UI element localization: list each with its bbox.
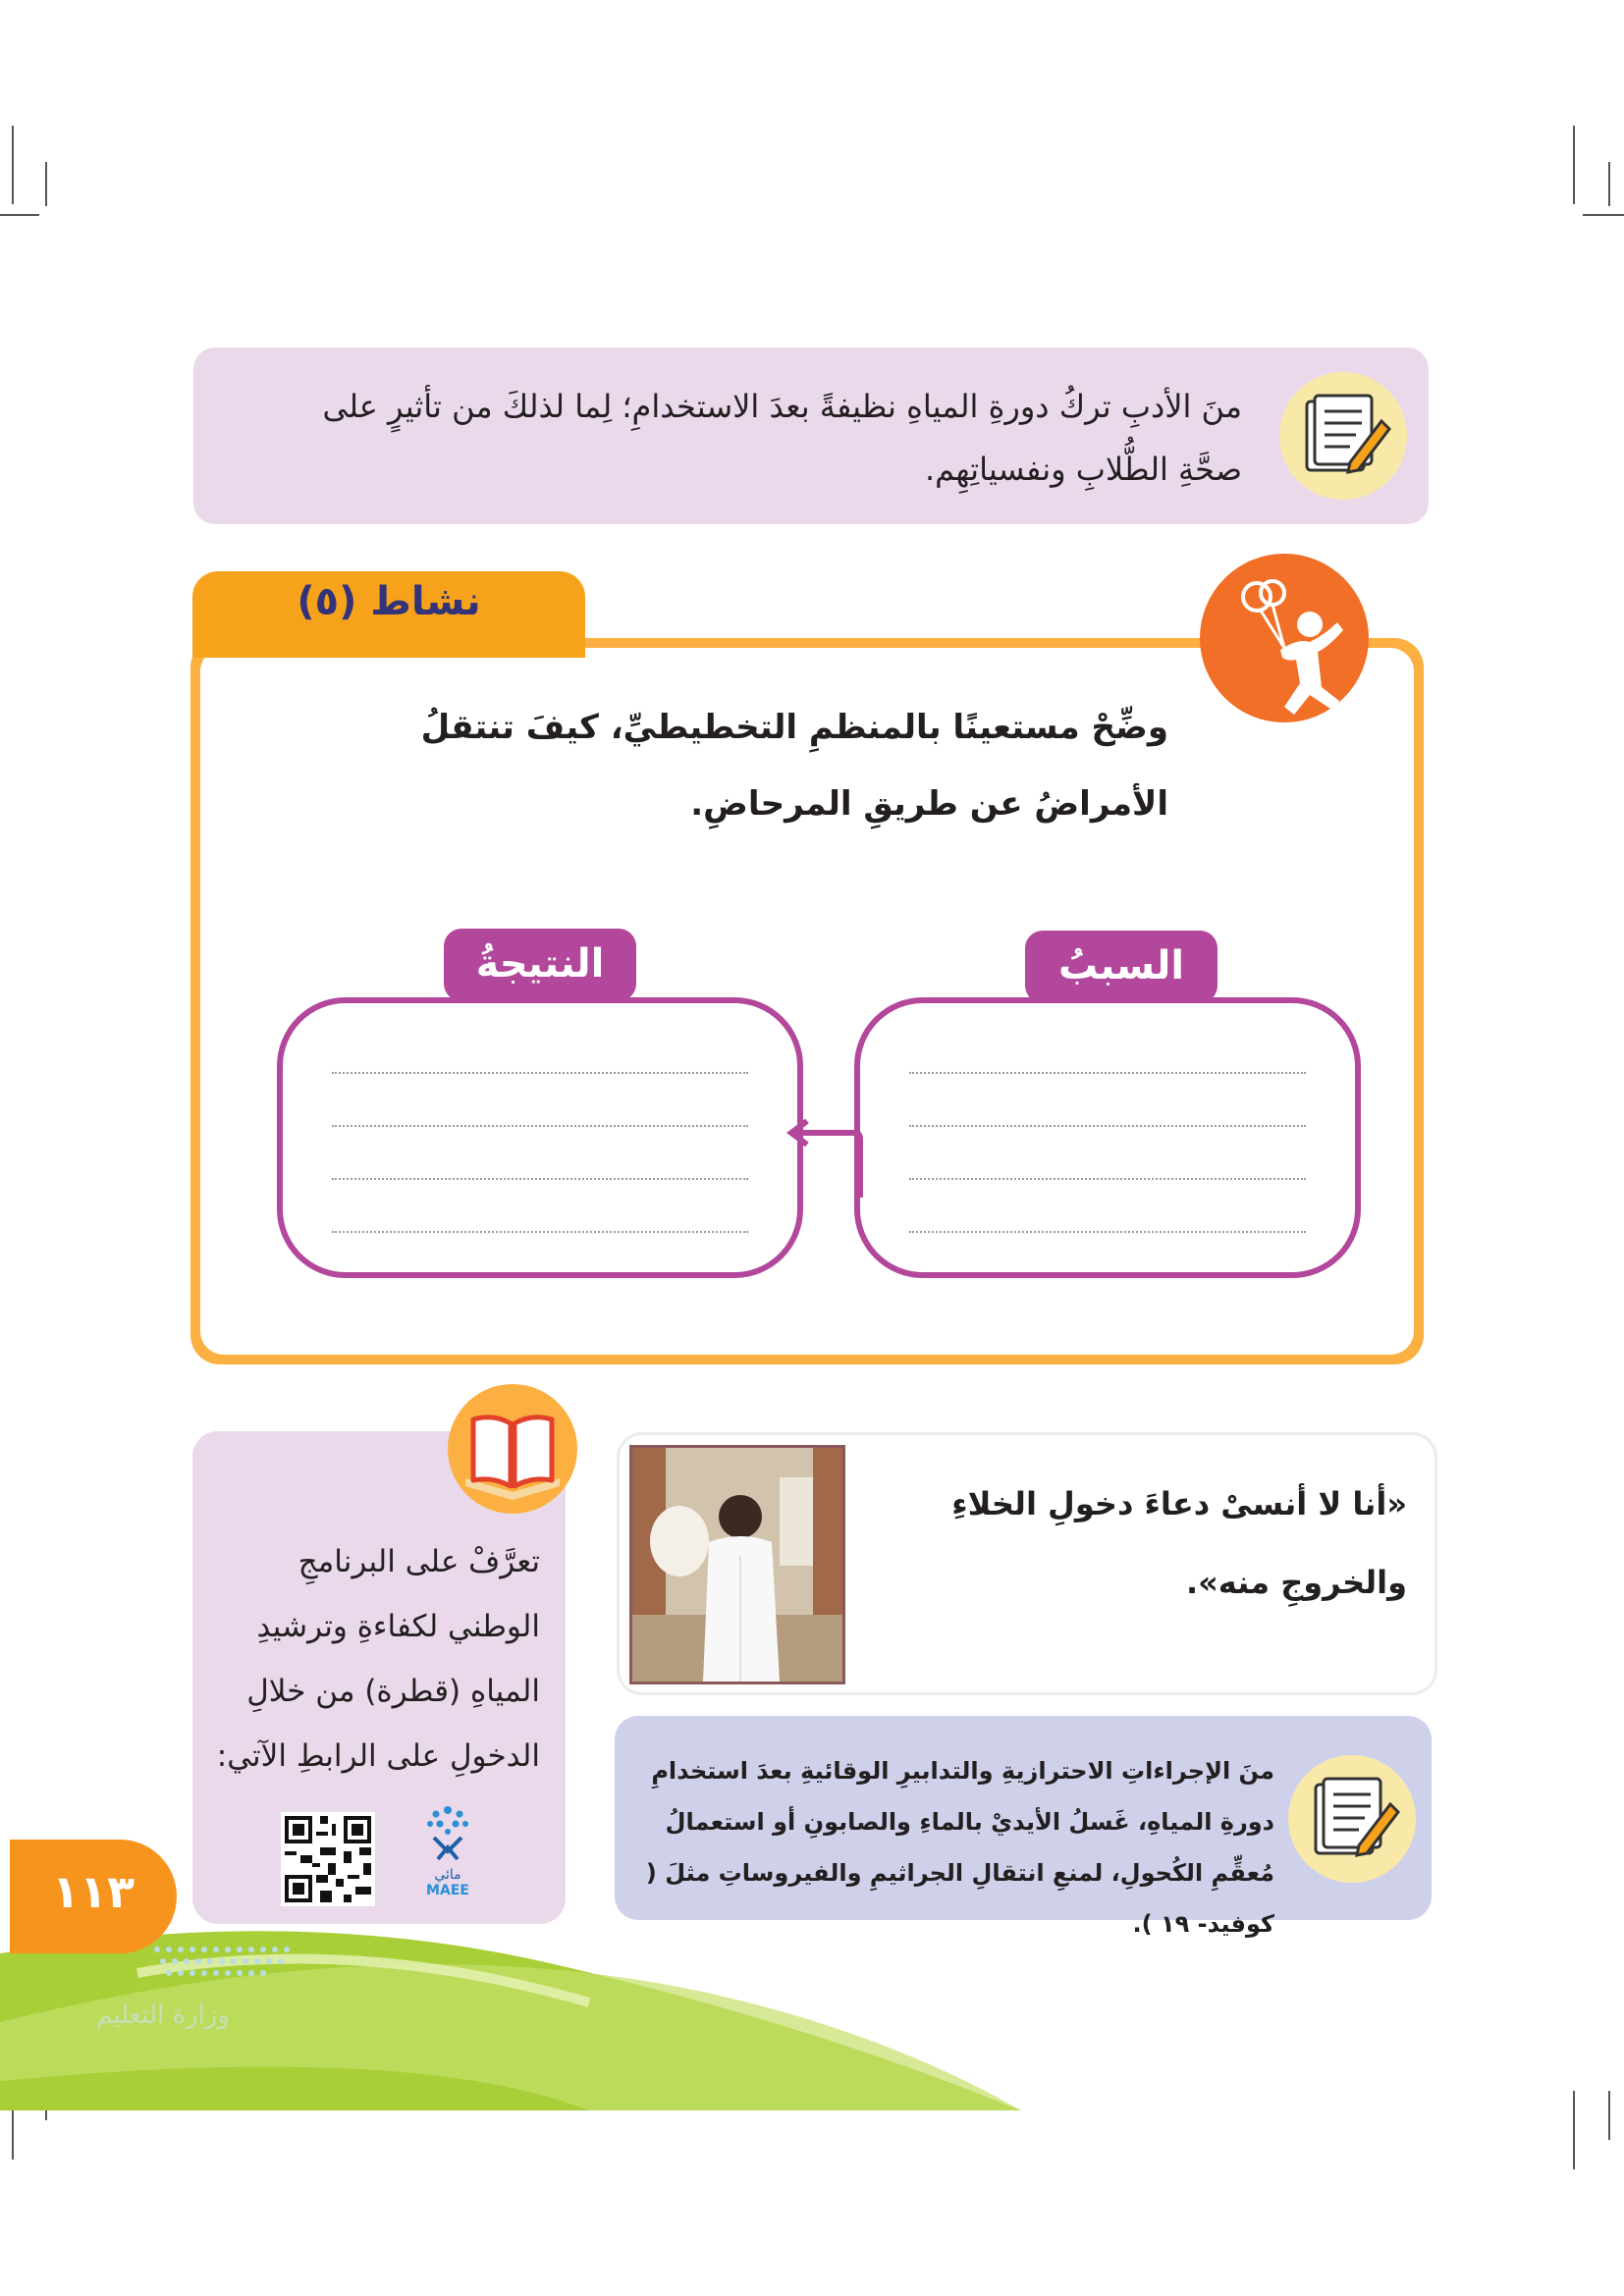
crop-mark — [1573, 2091, 1575, 2169]
writing-line — [909, 1072, 1306, 1074]
activity-body — [200, 648, 1414, 1355]
maee-logo-en: MAEE — [426, 1883, 469, 1898]
result-label: النتيجةُ — [444, 929, 636, 1001]
quote-text: «أنا لا أنسىْ دعاءَ دخولِ الخلاءِ والخروجِ منه». — [951, 1485, 1407, 1601]
cause-box[interactable] — [854, 997, 1361, 1278]
cause-label: السببُ — [1025, 931, 1218, 1003]
writing-line — [909, 1178, 1306, 1180]
learn-more-text: تعرَّفْ على البرنامجِ الوطني لكفاءةِ وترشيدِ المياهِ (قطرة) من خلالِ الدخولِ على الرابطِ الآتي: — [216, 1544, 540, 1774]
maee-logo-mark — [418, 1802, 477, 1863]
activity-question: وضِّحْ مستعينًا بالمنظمِ التخطيطيِّ، كيفَ تنتقلُ الأمراضُ عن طريقِ المرحاضِ. — [420, 708, 1168, 824]
ministry-dots-logo — [147, 1942, 304, 1985]
result-box[interactable] — [277, 997, 803, 1278]
activity-tab — [192, 571, 585, 658]
writing-line — [332, 1072, 748, 1074]
crop-mark — [1608, 2091, 1610, 2140]
activity-title: نشاط (٥) — [297, 579, 481, 624]
maee-logo-ar: مائي — [434, 1867, 461, 1883]
writing-line — [332, 1178, 748, 1180]
crop-mark — [12, 126, 14, 204]
writing-line — [909, 1231, 1306, 1233]
page-number-tab — [10, 1840, 177, 1953]
activity-frame — [190, 638, 1424, 1364]
open-book-icon — [448, 1384, 577, 1514]
etiquette-text: منَ الأدبِ تركُ دورةِ المياهِ نظيفةً بعدَ الاستخدامِ؛ لِما لذلكَ من تأثيرٍ على صحَّةِ الطُّلابِ ونفسياتِهِم. — [322, 388, 1242, 488]
writing-line — [332, 1125, 748, 1127]
etiquette-note — [193, 347, 1429, 524]
cause-to-result-arrow — [774, 1070, 872, 1207]
writing-line — [909, 1125, 1306, 1127]
notes-pencil-icon — [1279, 372, 1407, 500]
crop-mark — [1583, 214, 1624, 216]
crop-mark — [1608, 162, 1610, 206]
ministry-name: وزارة التعليم — [95, 2001, 231, 2030]
crop-mark — [0, 214, 39, 216]
child-balloon-icon — [1200, 554, 1369, 722]
notes-pencil-icon — [1288, 1755, 1416, 1883]
precautions-text: منَ الإجراءاتِ الاحترازيةِ والتدابيرِ الوقائيةِ بعدَ استخدامِ دورةِ المياهِ، غَسلُ الأيديْ بالماءِ والصابونِ أو استعمالُ مُعقِّمِ الكُحولِ، لمنعِ انتقالِ الجراثيمِ والفيروساتِ مثلَ ( كوفيد- ١٩ ). — [645, 1757, 1274, 1938]
page-number: ١١٣ — [51, 1865, 135, 1918]
writing-line — [332, 1231, 748, 1233]
boy-at-restroom-photo — [629, 1445, 845, 1684]
crop-mark — [1573, 126, 1575, 204]
crop-mark — [45, 162, 47, 206]
quote-card — [617, 1432, 1437, 1695]
